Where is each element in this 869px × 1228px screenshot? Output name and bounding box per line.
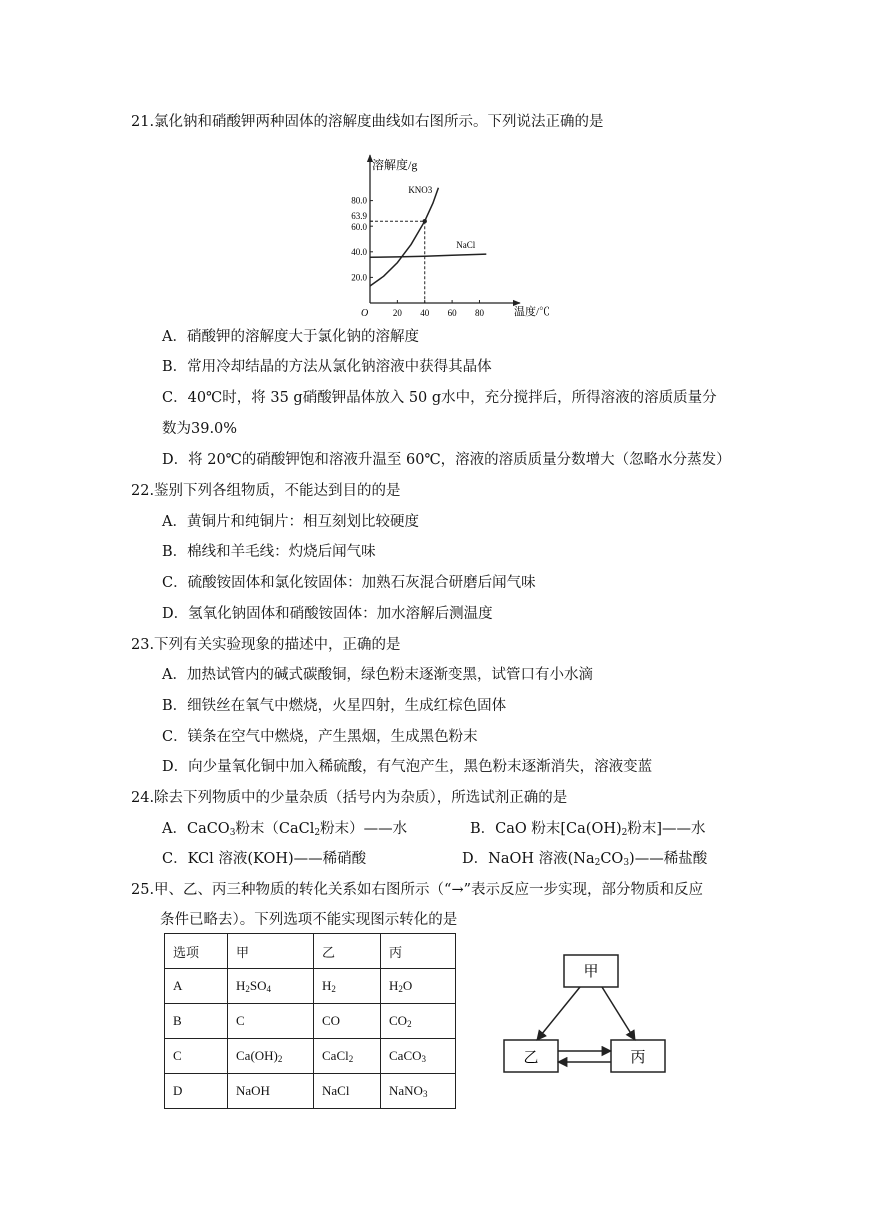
box-bing-label: 丙 bbox=[630, 1048, 646, 1066]
q23-option-a: A．加热试管内的碱式碳酸铜，绿色粉末逐渐变黑，试管口有小水滴 bbox=[162, 667, 593, 683]
q21-stem: 21.氯化钠和硝酸钾两种固体的溶解度曲线如右图所示。下列说法正确的是 bbox=[131, 114, 604, 130]
conversion-diagram bbox=[495, 945, 675, 1085]
x-tick-label: 80 bbox=[474, 308, 484, 318]
q25-stem-line2: 条件已略去）。下列选项不能实现图示转化的是 bbox=[160, 912, 458, 928]
table-cell: CO bbox=[314, 1004, 381, 1039]
origin-label: O bbox=[361, 308, 369, 319]
options-table bbox=[164, 933, 456, 1109]
table-cell: $H_2SO_4$ bbox=[228, 969, 314, 1004]
table-row bbox=[165, 1074, 456, 1109]
q22-stem: 22.鉴别下列各组物质，不能达到目的的是 bbox=[131, 483, 401, 499]
y-tick-label: 20.0 bbox=[351, 272, 367, 283]
x-tick-label: 20 bbox=[392, 308, 402, 318]
table-header-cell: 甲 bbox=[228, 934, 314, 969]
q24-option-c: C．KCl 溶液(KOH)——稀硝酸 bbox=[162, 851, 367, 867]
table-cell: $CO_2$ bbox=[381, 1004, 456, 1039]
table-header-cell: 选项 bbox=[165, 934, 228, 969]
q21-option-c-cont: 数为39.0% bbox=[162, 421, 238, 437]
series-line-kno3 bbox=[370, 188, 438, 286]
table-cell: NaCl bbox=[314, 1074, 381, 1109]
q22-option-a: A．黄铜片和纯铜片：相互刻划比较硬度 bbox=[162, 514, 419, 530]
table-row bbox=[165, 1004, 456, 1039]
table-cell: $H_2O$ bbox=[381, 969, 456, 1004]
y-tick-label: 63.9 bbox=[351, 211, 367, 222]
table-cell: A bbox=[165, 969, 228, 1004]
x-axis-label: 温度/℃ bbox=[514, 306, 551, 318]
table-cell: B bbox=[165, 1004, 228, 1039]
q23-option-b: B．细铁丝在氧气中燃烧，火星四射，生成红棕色固体 bbox=[162, 698, 507, 714]
table-cell: C bbox=[165, 1039, 228, 1074]
table-cell: CaCO$_3$ bbox=[381, 1039, 456, 1074]
arrow-jia-to-yi bbox=[537, 987, 580, 1040]
q22-option-b: B．棉线和羊毛线：灼烧后闻气味 bbox=[162, 544, 376, 560]
series-line-nacl bbox=[370, 254, 486, 257]
q21-option-d: D．将 20℃的硝酸钾饱和溶液升温至 60℃，溶液的溶质质量分数增大（忽略水分蒸发） bbox=[162, 452, 731, 468]
q23-stem: 23.下列有关实验现象的描述中，正确的是 bbox=[131, 637, 401, 653]
marked-point bbox=[423, 219, 427, 223]
q23-option-d: D．向少量氧化铜中加入稀硫酸，有气泡产生，黑色粉末逐渐消失，溶液变蓝 bbox=[162, 759, 653, 775]
series-label-kno3: KNO3 bbox=[408, 184, 433, 195]
table-cell: NaNO$_3$ bbox=[381, 1074, 456, 1109]
y-tick-label: 40.0 bbox=[351, 246, 367, 257]
q24-option-a: A．CaCO$_3$粉末（CaCl$_2$粉末）——水 bbox=[162, 821, 408, 838]
table-header-cell: 乙 bbox=[314, 934, 381, 969]
q23-option-c: C．镁条在空气中燃烧，产生黑烟，生成黑色粉末 bbox=[162, 729, 478, 745]
q22-option-c: C．硫酸铵固体和氯化铵固体：加熟石灰混合研磨后闻气味 bbox=[162, 575, 536, 591]
q21-option-a: A．硝酸钾的溶解度大于氯化钠的溶解度 bbox=[162, 329, 419, 345]
table-cell: CaCl$_2$ bbox=[314, 1039, 381, 1074]
x-tick-label: 60 bbox=[447, 308, 457, 318]
y-axis-label: 溶解度/g bbox=[372, 158, 418, 172]
q24-stem: 24.除去下列物质中的少量杂质（括号内为杂质），所选试剂正确的是 bbox=[131, 790, 568, 806]
q22-option-d: D．氢氧化钠固体和硝酸铵固体：加水溶解后测温度 bbox=[162, 606, 493, 622]
q25-stem-line1: 25.甲、乙、丙三种物质的转化关系如右图所示（“→”表示反应一步实现，部分物质和反应 bbox=[131, 882, 704, 898]
y-tick-label: 80.0 bbox=[351, 195, 367, 206]
table-cell: D bbox=[165, 1074, 228, 1109]
table-header-row bbox=[165, 934, 456, 969]
table-cell: C bbox=[228, 1004, 314, 1039]
table-header-cell: 丙 bbox=[381, 934, 456, 969]
y-tick-label: 60.0 bbox=[351, 222, 367, 233]
q21-option-c: C．40℃时，将 35 g硝酸钾晶体放入 50 g水中，充分搅拌后，所得溶液的溶质质量分 bbox=[162, 390, 717, 406]
table-cell: $Ca(OH)_2$ bbox=[228, 1039, 314, 1074]
solubility-chart bbox=[330, 145, 565, 320]
table-cell: $H_2$ bbox=[314, 969, 381, 1004]
table-row bbox=[165, 1039, 456, 1074]
q24-option-d: D．NaOH 溶液$(Na_2CO_3)——$稀盐酸 bbox=[462, 851, 708, 868]
table-row bbox=[165, 969, 456, 1004]
series-label-nacl: NaCl bbox=[456, 239, 476, 250]
arrow-jia-to-bing bbox=[602, 987, 635, 1040]
box-jia-label: 甲 bbox=[583, 962, 599, 980]
q21-option-b: B．常用冷却结晶的方法从氯化钠溶液中获得其晶体 bbox=[162, 359, 492, 375]
q24-option-b: B．CaO 粉末[$Ca(OH)_2$粉末]——水 bbox=[470, 821, 706, 838]
box-yi-label: 乙 bbox=[523, 1048, 539, 1066]
table-cell: NaOH bbox=[228, 1074, 314, 1109]
x-tick-label: 40 bbox=[420, 308, 430, 318]
